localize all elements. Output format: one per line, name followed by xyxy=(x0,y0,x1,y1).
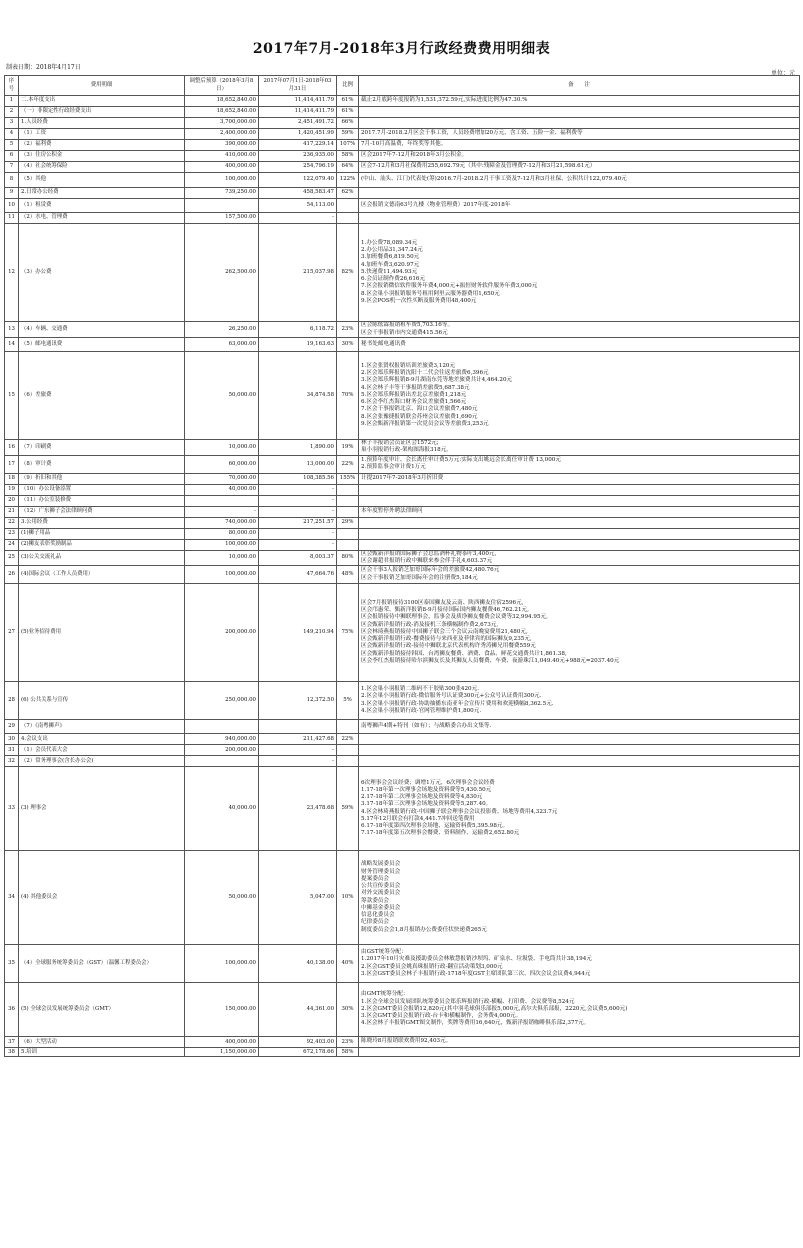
row-note xyxy=(359,188,800,199)
unit-label: 单位：元 xyxy=(770,70,795,77)
table-row xyxy=(5,756,800,767)
table-row xyxy=(5,767,800,851)
row-note: 区会7月报销接待3100区泰国狮友及云南、陕西狮友住宿2596元, 区会邝惠荣、甄新洋报销8-9月接待国际国内狮友餐费46,762.21元, 区会报销接待中狮联理事会、监事会及质诤狮友餐费会议费等32,994.95元, 区会甄新洋报销行政-消及接机三条横幅制作费2,673元, 区会林琦燕报销接待中国狮子联会三个会议云南晚宴费用21,480元, 区会甄新洋报销行政-餐费接待与来西亚及菲律宾的国际狮友9,235元, 区会甄新洋报销行政-接待中狮联北京代表机构许秀涛狮兄用餐费559元 区会甄新洋报销接待韩国、台湾狮友餐费、酒费、食品、鲜花交通费共计1,861.38, 区会李红杰报销接待哈尔滨狮友长及其狮友人员餐费、车费、夜游珠江1,049.40元+988元=2037.40元 xyxy=(359,584,800,682)
row-index: 6 xyxy=(5,151,19,162)
row-actual: 13,000.00 xyxy=(259,455,337,473)
row-ratio: 22% xyxy=(337,734,359,745)
row-index: 33 xyxy=(5,767,19,851)
table-row xyxy=(5,224,800,322)
table-row xyxy=(5,107,800,118)
row-item: （6）差旅费 xyxy=(19,352,185,440)
table-row xyxy=(5,506,800,517)
row-note xyxy=(359,528,800,539)
row-ratio xyxy=(337,745,359,756)
table-row xyxy=(5,851,800,945)
row-ratio: 30% xyxy=(337,338,359,352)
row-note xyxy=(359,734,800,745)
row-note: 区会7-12月和3月社保费用255,692.79元（其中:残障金及管理费7-12月和3月21,598.61元） xyxy=(359,162,800,173)
row-index: 25 xyxy=(5,550,19,566)
row-index: 3 xyxy=(5,118,19,129)
row-index: 36 xyxy=(5,983,19,1037)
row-item: 3.公用经费 xyxy=(19,517,185,528)
row-budget: 70,000.00 xyxy=(185,473,259,484)
row-note xyxy=(359,539,800,550)
row-item: (5)业务招待费用 xyxy=(19,584,185,682)
row-index: 10 xyxy=(5,199,19,213)
table-row xyxy=(5,338,800,352)
row-index: 11 xyxy=(5,213,19,224)
row-actual: - xyxy=(259,528,337,539)
row-budget: 250,000.00 xyxy=(185,682,259,720)
expense-table xyxy=(4,75,800,1057)
table-row xyxy=(5,440,800,456)
row-ratio xyxy=(337,528,359,539)
row-actual: - xyxy=(259,484,337,495)
row-item: （6）大型活动 xyxy=(19,1037,185,1048)
row-note: 2017.7月-2018.2月区会干事工资，人员经费增加20万元，含工资、五险一金、福利费等 xyxy=(359,129,800,140)
row-note: 1.区会巢小羽报销二维码不干胶贴300张420元. 2.区会巢小羽报销行政-微信服务号认证费300元+公众号认证费用300元. 3.区会巢小羽报销行政-协助抽播东南亚年会宣传片费用和欢迎横幅8,362.5元. 4.区会巢小羽报销行政-官网管理维护费1,800元. xyxy=(359,682,800,720)
row-ratio: 48% xyxy=(337,566,359,584)
row-actual: 92,403.00 xyxy=(259,1037,337,1048)
header-item: 费用明细 xyxy=(19,76,185,96)
row-item: （7）印刷费 xyxy=(19,440,185,456)
table-row xyxy=(5,1048,800,1057)
row-index: 2 xyxy=(5,107,19,118)
row-ratio: 29% xyxy=(337,517,359,528)
table-row xyxy=(5,745,800,756)
row-item: (2)狮友表彰奖励制品 xyxy=(19,539,185,550)
row-budget xyxy=(185,720,259,734)
table-row xyxy=(5,96,800,107)
table-row xyxy=(5,352,800,440)
row-actual: 1,420,451.99 xyxy=(259,129,337,140)
row-budget: 2,400,000.00 xyxy=(185,129,259,140)
row-note: 战略发展委员会 财务管理委员会 提案委员会 公共宣传委员会 对外交流委员会 筹款委员会 中狮基金委员会 信息化委员会 纪律委员会 制度委员会会1,8月报销办公费委任状快递费265元 xyxy=(359,851,800,945)
row-index: 13 xyxy=(5,322,19,338)
row-item: （11）办公室装修费 xyxy=(19,495,185,506)
row-index: 32 xyxy=(5,756,19,767)
row-actual: 6,118.72 xyxy=(259,322,337,338)
row-ratio: 61% xyxy=(337,96,359,107)
row-ratio: 10% xyxy=(337,851,359,945)
row-index: 18 xyxy=(5,473,19,484)
table-row xyxy=(5,1037,800,1048)
table-row xyxy=(5,734,800,745)
row-item: 5.培训 xyxy=(19,1048,185,1057)
row-item: （一）非限定性行政经费支出 xyxy=(19,107,185,118)
table-row xyxy=(5,495,800,506)
row-actual: - xyxy=(259,539,337,550)
row-actual: 11,414,411.79 xyxy=(259,96,337,107)
row-item: （1）工资 xyxy=(19,129,185,140)
row-actual: 5,047.00 xyxy=(259,851,337,945)
row-index: 21 xyxy=(5,506,19,517)
row-actual: - xyxy=(259,506,337,517)
table-row xyxy=(5,151,800,162)
row-budget: 150,000.00 xyxy=(185,983,259,1037)
table-row xyxy=(5,118,800,129)
row-actual: 12,372.50 xyxy=(259,682,337,720)
row-note: 林子丰报销会员证区会1572元; 巢小羽报销行政-架构图海报318元。 xyxy=(359,440,800,456)
row-item: （4）社会统筹保险 xyxy=(19,162,185,173)
row-actual: 54,113.00 xyxy=(259,199,337,213)
table-row xyxy=(5,484,800,495)
row-ratio: 66% xyxy=(337,118,359,129)
row-ratio: 30% xyxy=(337,983,359,1037)
row-actual: 23,478.68 xyxy=(259,767,337,851)
row-ratio: 40% xyxy=(337,945,359,983)
row-actual: - xyxy=(259,495,337,506)
row-budget: 100,000.00 xyxy=(185,566,259,584)
row-budget: 410,000.00 xyxy=(185,151,259,162)
row-budget: 739,250.00 xyxy=(185,188,259,199)
row-item: （8）审计费 xyxy=(19,455,185,473)
row-note: 区会2017年7-12月和2018年3月公积金。 xyxy=(359,151,800,162)
row-ratio: 19% xyxy=(337,440,359,456)
row-budget: 1,150,000.00 xyxy=(185,1048,259,1057)
row-actual xyxy=(259,720,337,734)
row-ratio: 59% xyxy=(337,767,359,851)
row-item: (6) 公共关系与宣传 xyxy=(19,682,185,720)
row-ratio: 62% xyxy=(337,188,359,199)
row-ratio: 61% xyxy=(337,107,359,118)
row-ratio: 58% xyxy=(337,151,359,162)
header-budget: 调整后预算（2018年3月8日） xyxy=(185,76,259,96)
prepared-date: 制表日期：2018年4月17日 xyxy=(6,64,81,71)
row-note: 由GMT统筹分配： 1.区会全球会员发展团队统筹委员会郑乐辉报销行政-横幅、打印费、会议费等8,524元 2.区会GMT委员会报销12,820元(其中羽毛球俱乐部报5,000元,高尔夫俱乐部报，2220元,会议费5,600元) 3.区会GMT委员会报销行政-台卡和横幅制作，会务费4,000元。 4.区会林子丰报销GMT图文制作，奖牌等费用16,640元，甄新洋报销咖啡俱乐部2,377元。 xyxy=(359,983,800,1037)
row-item: 4.会议支出 xyxy=(19,734,185,745)
row-budget: 390,000.00 xyxy=(185,140,259,151)
row-index: 9 xyxy=(5,188,19,199)
row-item: 二.本年度支出 xyxy=(19,96,185,107)
row-item: （2）常务理事会(含长办公会) xyxy=(19,756,185,767)
row-item: （3）办公费 xyxy=(19,224,185,322)
row-budget: 157,500.00 xyxy=(185,213,259,224)
row-ratio xyxy=(337,720,359,734)
row-note: 区会报销文德南63号九楼（物业管理费）2017年度-2018年 xyxy=(359,199,800,213)
row-note: 计提2017年7-2018年3月折旧费 xyxy=(359,473,800,484)
row-ratio: 80% xyxy=(337,550,359,566)
row-actual: - xyxy=(259,745,337,756)
row-budget: 40,000.00 xyxy=(185,767,259,851)
row-ratio: 59% xyxy=(337,129,359,140)
row-index: 34 xyxy=(5,851,19,945)
row-budget xyxy=(185,199,259,213)
row-actual: - xyxy=(259,756,337,767)
row-index: 8 xyxy=(5,173,19,188)
row-item: 2.日常办公经费 xyxy=(19,188,185,199)
row-index: 1 xyxy=(5,96,19,107)
row-item: （10）办公设备添置 xyxy=(19,484,185,495)
row-ratio: 58% xyxy=(337,1048,359,1057)
table-row xyxy=(5,455,800,473)
row-budget: 10,000.00 xyxy=(185,550,259,566)
row-item: (4) 其他委员会 xyxy=(19,851,185,945)
table-row xyxy=(5,983,800,1037)
row-item: （12）广东狮子会法律顾问费 xyxy=(19,506,185,517)
row-budget: 200,000.00 xyxy=(185,584,259,682)
row-actual: 108,385.56 xyxy=(259,473,337,484)
row-item: (3)公关交流礼品 xyxy=(19,550,185,566)
row-item: （4）车辆、交通费 xyxy=(19,322,185,338)
row-budget: 400,000.00 xyxy=(185,1037,259,1048)
row-budget: 60,000.00 xyxy=(185,455,259,473)
row-budget: 40,000.00 xyxy=(185,484,259,495)
table-row xyxy=(5,528,800,539)
row-item: （1）租赁费 xyxy=(19,199,185,213)
row-budget: 26,250.00 xyxy=(185,322,259,338)
row-ratio: 64% xyxy=(337,162,359,173)
row-note: 1.区会张贤权报销培训差旅费3,120元 2.区会郑乐辉报销沈阳十二代会往返差旅费6,396元 3.区会郑乐辉报销8-9月湖南东莞等地差旅费共计4,464.20元 4.区会林子丰等干事报销差旅费5,687.38元 5.区会郑乐辉报销出差北京差旅费1,218元 6.区会李红杰海口财务会议差旅费1,566元 7.区会干事报销北京、海口会议差旅费7,480元 8.区会张豫捷报销联会苏州会议差旅费1,690元 9.区会甄新洋报销第一次党员会议等差旅费3,253元 xyxy=(359,352,800,440)
row-index: 37 xyxy=(5,1037,19,1048)
row-note: 区会甄新洋报销国际狮子会总监酒杯礼物茶叶3,400元, 区会谢超君报销行政中狮联来参会伴手礼4,603.37元 xyxy=(359,550,800,566)
table-row xyxy=(5,517,800,528)
table-header-row xyxy=(5,76,800,96)
table-row xyxy=(5,550,800,566)
header-note: 备 注 xyxy=(359,76,800,96)
row-actual: 47,664.76 xyxy=(259,566,337,584)
row-item: （7）《南粤狮声》 xyxy=(19,720,185,734)
row-ratio xyxy=(337,495,359,506)
row-note xyxy=(359,517,800,528)
row-note: 南粤狮声4期+特刊（如有）；与战略委合办出文集等. xyxy=(359,720,800,734)
row-budget: 10,000.00 xyxy=(185,440,259,456)
table-row xyxy=(5,129,800,140)
row-actual: 44,361.00 xyxy=(259,983,337,1037)
row-index: 16 xyxy=(5,440,19,456)
row-ratio: 122% xyxy=(337,173,359,188)
row-index: 31 xyxy=(5,745,19,756)
row-ratio xyxy=(337,756,359,767)
row-budget: 100,000.00 xyxy=(185,539,259,550)
row-actual: 672,178.66 xyxy=(259,1048,337,1057)
row-note xyxy=(359,1048,800,1057)
table-body xyxy=(5,96,800,1057)
row-index: 12 xyxy=(5,224,19,322)
row-actual: 458,583.47 xyxy=(259,188,337,199)
header-ratio: 比例 xyxy=(337,76,359,96)
row-index: 14 xyxy=(5,338,19,352)
row-note: 区会陈炫霖报销租车费5,703.16等。 区会干事报销市内交通费415.56元 xyxy=(359,322,800,338)
row-index: 24 xyxy=(5,539,19,550)
table-row xyxy=(5,539,800,550)
row-index: 26 xyxy=(5,566,19,584)
row-actual: 417,229.14 xyxy=(259,140,337,151)
row-actual: 19,163.63 xyxy=(259,338,337,352)
row-budget: 80,000.00 xyxy=(185,528,259,539)
row-actual: 236,935.00 xyxy=(259,151,337,162)
row-budget: 50,000.00 xyxy=(185,352,259,440)
row-index: 19 xyxy=(5,484,19,495)
row-note: 7月-10月高温费，年终奖等其他。 xyxy=(359,140,800,151)
table-row xyxy=(5,213,800,224)
table-row xyxy=(5,199,800,213)
row-budget: 200,000.00 xyxy=(185,745,259,756)
row-budget: 400,000.00 xyxy=(185,162,259,173)
row-budget: 262,500.00 xyxy=(185,224,259,322)
table-row xyxy=(5,173,800,188)
row-note: (中山、汕头、江门)代表处(筹)2016.7月-2018.2月干事工资及7-12月和3月社保、公积共计122,079.40元 xyxy=(359,173,800,188)
row-item: （5）其他 xyxy=(19,173,185,188)
row-ratio: 155% xyxy=(337,473,359,484)
row-actual: - xyxy=(259,213,337,224)
row-actual: 1,890.00 xyxy=(259,440,337,456)
row-item: （1）会员代表大会 xyxy=(19,745,185,756)
row-item: （3）住房公积金 xyxy=(19,151,185,162)
row-item: (5) 全球会员发展统筹委员会（GMT） xyxy=(19,983,185,1037)
row-ratio xyxy=(337,484,359,495)
row-actual: 217,251.57 xyxy=(259,517,337,528)
table-row xyxy=(5,720,800,734)
row-item: (4)国际会议（工作人员费用） xyxy=(19,566,185,584)
row-budget: 18,652,840.00 xyxy=(185,107,259,118)
row-actual: 211,427.68 xyxy=(259,734,337,745)
row-index: 17 xyxy=(5,455,19,473)
table-row xyxy=(5,140,800,151)
row-budget: 50,000.00 xyxy=(185,851,259,945)
row-budget: - xyxy=(185,506,259,517)
row-item: 1.人员经费 xyxy=(19,118,185,129)
row-ratio xyxy=(337,199,359,213)
row-item: （9）折旧和其他 xyxy=(19,473,185,484)
row-index: 27 xyxy=(5,584,19,682)
row-note: 1.预算年度审计、会长离任审计费5万元:实际支出姚远会长离任审计费 13,000元 2.预算监事会审计费1万元 xyxy=(359,455,800,473)
header-index: 序号 xyxy=(5,76,19,96)
row-actual: 34,874.58 xyxy=(259,352,337,440)
row-item: （2）水电、管理费 xyxy=(19,213,185,224)
row-ratio xyxy=(337,539,359,550)
row-ratio: 23% xyxy=(337,322,359,338)
table-row xyxy=(5,162,800,173)
row-actual: 215,037.98 xyxy=(259,224,337,322)
document-title: 2017年7月-2018年3月行政经费费用明细表 xyxy=(252,41,551,57)
row-ratio xyxy=(337,213,359,224)
row-index: 20 xyxy=(5,495,19,506)
row-note xyxy=(359,495,800,506)
row-item: (1)狮子用品 xyxy=(19,528,185,539)
row-actual: 8,003.37 xyxy=(259,550,337,566)
table-row xyxy=(5,473,800,484)
row-actual: 254,796.19 xyxy=(259,162,337,173)
row-note: 截止2月底跨年度报销为1,531,372.59元,实际进度比例为47.30.% xyxy=(359,96,800,107)
row-ratio: 107% xyxy=(337,140,359,151)
row-ratio xyxy=(337,506,359,517)
row-index: 4 xyxy=(5,129,19,140)
row-index: 15 xyxy=(5,352,19,440)
row-ratio: 22% xyxy=(337,455,359,473)
row-note: 1.办公费78,089.34元 2.办公用品31,347.24元 3.加班餐费6,819.50元 4.加班车费3,620.97元 5.快递费11,494.93元 6.会员证制作费26,616元 7.区会报销微信软件服务年费4,000元+振恒财务软件服务年费3,000元 8.区会巢小羽报销服务号租用阿里云服务器费用1,650元 9.区会POS机一次性买断及服务费用48,400元 xyxy=(359,224,800,322)
row-index: 7 xyxy=(5,162,19,173)
row-actual: 2,451,491.72 xyxy=(259,118,337,129)
row-note: 本年度暂停外聘法律顾问 xyxy=(359,506,800,517)
row-actual: 11,414,411.79 xyxy=(259,107,337,118)
row-budget: 18,652,840.00 xyxy=(185,96,259,107)
row-note xyxy=(359,107,800,118)
row-actual: 40,138.00 xyxy=(259,945,337,983)
row-index: 35 xyxy=(5,945,19,983)
row-ratio: 70% xyxy=(337,352,359,440)
row-item: (3) 理事会 xyxy=(19,767,185,851)
row-note xyxy=(359,118,800,129)
row-index: 29 xyxy=(5,720,19,734)
row-budget xyxy=(185,756,259,767)
table-row xyxy=(5,188,800,199)
row-actual: 149,210.94 xyxy=(259,584,337,682)
row-index: 38 xyxy=(5,1048,19,1057)
row-item: （5）邮电通讯费 xyxy=(19,338,185,352)
row-item: （2）福利费 xyxy=(19,140,185,151)
row-note: 秘书处邮电通讯费 xyxy=(359,338,800,352)
row-index: 23 xyxy=(5,528,19,539)
row-ratio: 5% xyxy=(337,682,359,720)
row-index: 5 xyxy=(5,140,19,151)
row-ratio: 75% xyxy=(337,584,359,682)
row-budget: 100,000.00 xyxy=(185,173,259,188)
row-index: 30 xyxy=(5,734,19,745)
row-index: 28 xyxy=(5,682,19,720)
row-actual: 122,079.40 xyxy=(259,173,337,188)
row-index: 22 xyxy=(5,517,19,528)
row-budget: 740,000.00 xyxy=(185,517,259,528)
row-note: 陈晓玲8月报销联欢费用92,403元。 xyxy=(359,1037,800,1048)
row-note xyxy=(359,213,800,224)
row-item: （4）全球服务统筹委员会（GST）（温馨工程委员会） xyxy=(19,945,185,983)
row-note xyxy=(359,756,800,767)
row-budget xyxy=(185,495,259,506)
row-budget: 100,000.00 xyxy=(185,945,259,983)
row-note: 由GST统筹分配： 1.2017年10月灾难及援助委员会林敏慧报销沙坝坞、矿泉水、垃圾袋、手电筒共计38,194元 2.区会GST委员会姚真珠报销行政-翻宣活动策划3,000元 3.区会GST委员会林子丰报销行政-1718年度GST主席团队第三次、四次会议会议费4,944元 xyxy=(359,945,800,983)
row-note: 6次理事会会议经费；调增1万元，6次理事会会议经费 1.17-18年第一次理事会场地及资料费等5,430.50元 2.17-18年第二次理事会场地及资料费等4,830元 3.17-18年第三次理事会场地及资料费等5,287.40。 4.区会林琦燕报销行政-中国狮子联会理事会会议投影费、场地等费用4,323.7元 5.17年12月联会有打款4,441.7冲回送笔费用 6.17-18年度第四次理事会场地、运输资料费5,395.98元。 7.17-18年度第五次理事会餐费、资料制作、运输费2,652.80元 xyxy=(359,767,800,851)
table-row xyxy=(5,566,800,584)
row-budget: 63,000.00 xyxy=(185,338,259,352)
row-budget: 940,000.00 xyxy=(185,734,259,745)
row-note xyxy=(359,484,800,495)
table-row xyxy=(5,584,800,682)
table-row xyxy=(5,945,800,983)
row-note xyxy=(359,745,800,756)
row-budget: 3,700,000.00 xyxy=(185,118,259,129)
table-row xyxy=(5,682,800,720)
table-row xyxy=(5,322,800,338)
row-ratio: 23% xyxy=(337,1037,359,1048)
header-actual: 2017年07月1日-2018年03月31日 xyxy=(259,76,337,96)
row-ratio: 82% xyxy=(337,224,359,322)
row-note: 区会干事3人报销芝加哥国际年会的差旅费42,480.76元 区会干事报销芝加哥国际年会的注册费5,184元 xyxy=(359,566,800,584)
